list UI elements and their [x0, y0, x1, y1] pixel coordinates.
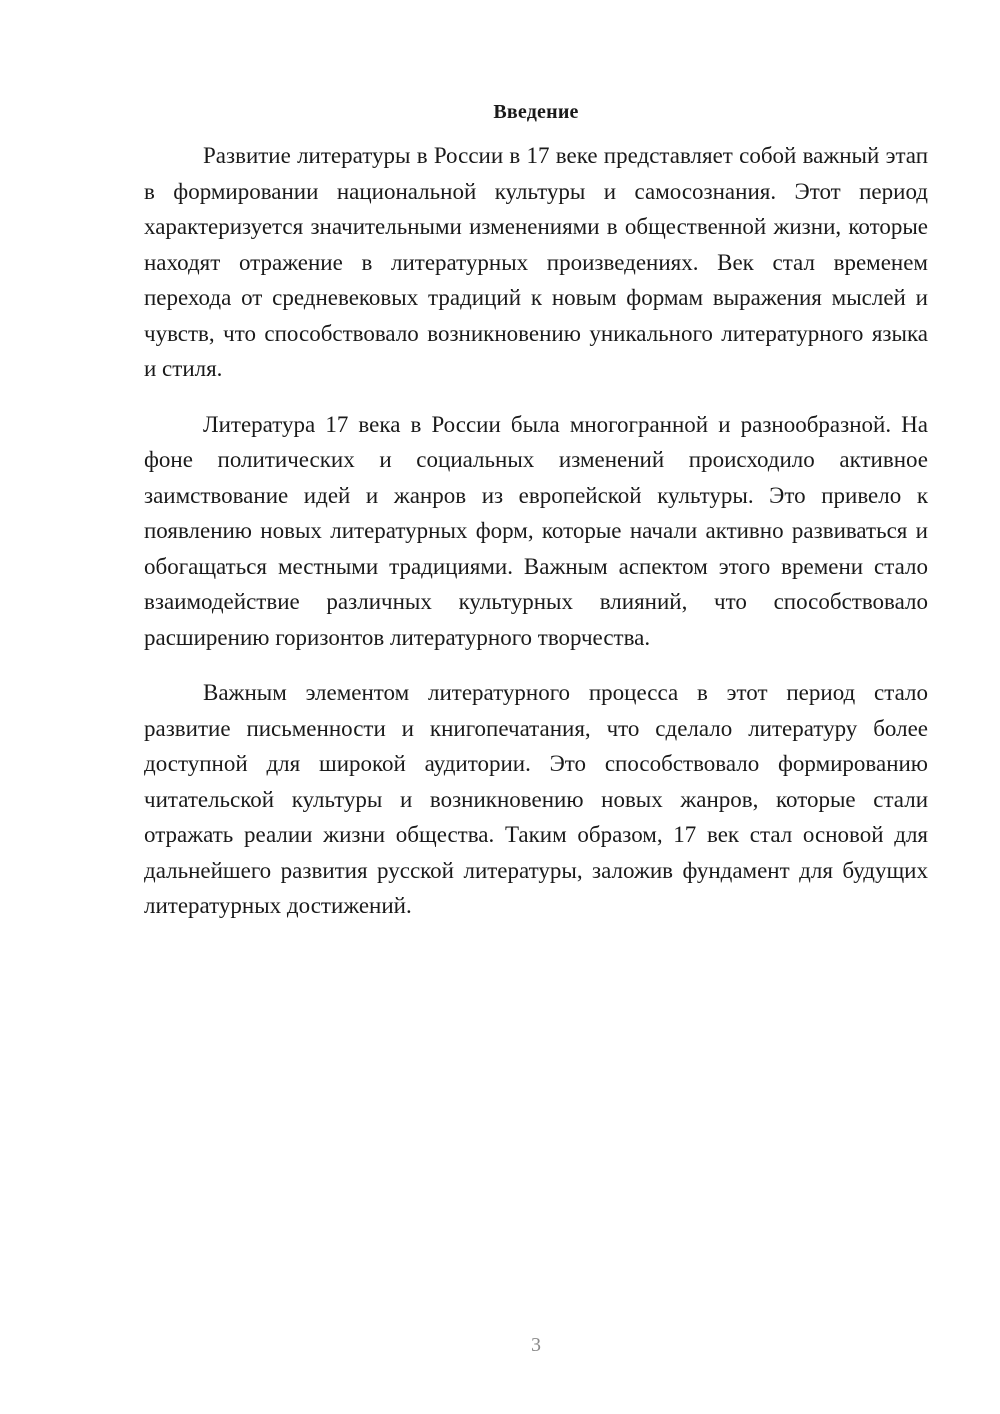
page-content: [144, 94, 928, 944]
section-title: Введение: [493, 101, 579, 123]
paragraph-3: Важным элементом литературного процесса в этот период стало развитие письменности и книгопечатания, что сделало литературу более доступной для широкой аудитории. Это способствовало формированию читательской культуры и возникновению новых жанров, которые стали отражать реалии жизни общества. Таким образом, 17 век стал основой для дальнейшего развития русской литературы, заложив фундамент для будущих литературных достижений.: [144, 680, 928, 918]
page-number: 3: [531, 1334, 541, 1356]
paragraph-2: Литература 17 века в России была многогранной и разнообразной. На фоне политических и социальных изменений происходило активное заимствование идей и жанров из европейской культуры. Это привело к появлению новых литературных форм, которые начали активно развиваться и обогащаться местными традициями. Важным аспектом этого времени стало взаимодействие различных культурных влияний, что способствовало расширению горизонтов литературного творчества.: [144, 411, 928, 650]
paragraph-1: Развитие литературы в России в 17 веке представляет собой важный этап в формировании национальной культуры и самосознания. Этот период характеризуется значительными изменениями в общественной жизни, которые находят отражение в литературных произведениях. Век стал временем перехода от средневековых традиций к новым формам выражения мыслей и чувств, что способствовало возникновению уникального литературного языка и стиля.: [144, 143, 928, 381]
